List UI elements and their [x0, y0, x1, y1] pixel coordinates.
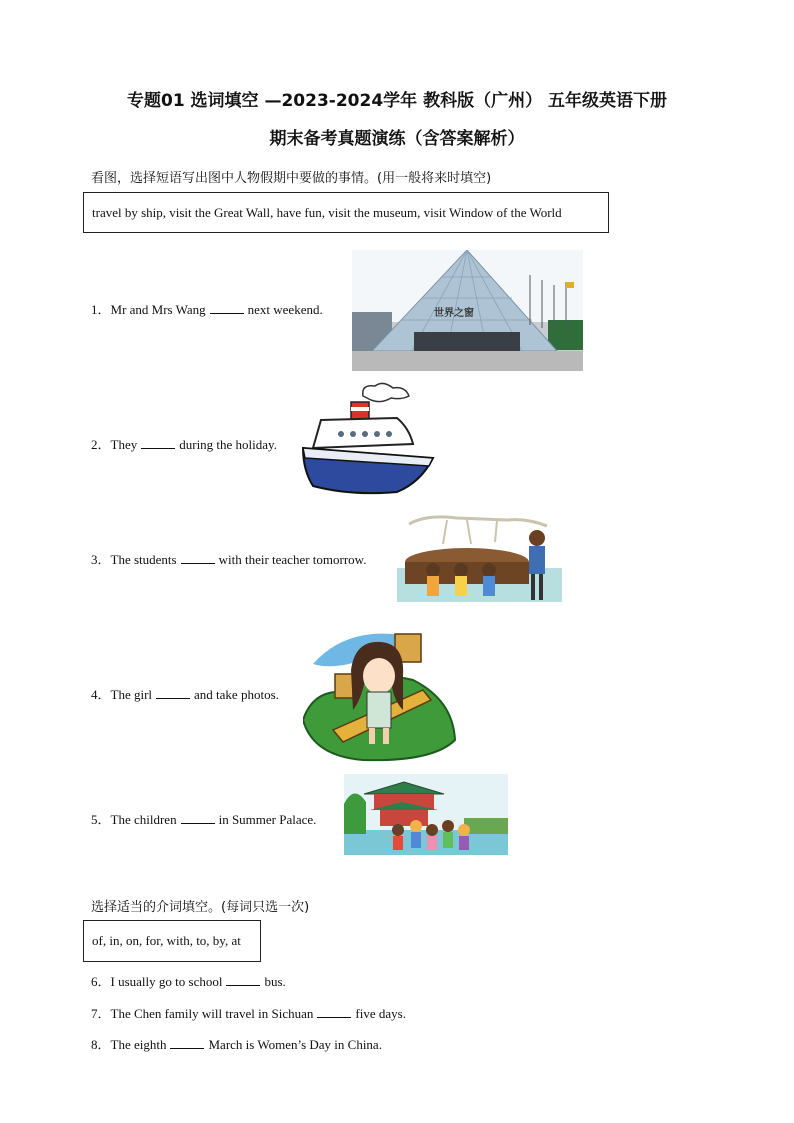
answer-blank[interactable] [181, 812, 215, 824]
document-title-line1: 专题01 选词填空 —2023-2024学年 教科版（广州） 五年级英语下册 [126, 91, 667, 111]
answer-blank[interactable] [141, 437, 175, 449]
section1-instruction: 看图，选择短语写出图中人物假期中要做的事情。(用一般将来时填空) [91, 171, 492, 186]
section1-word-bank: travel by ship, visit the Great Wall, have fun, visit the museum, visit Window of the World [83, 192, 609, 233]
window-of-the-world-pyramid-image [352, 250, 583, 371]
question-2: 2．They during the holiday. [91, 437, 277, 452]
question-6: 6．I usually go to school bus. [91, 974, 286, 989]
pyramid-sign: 世界之窗 [434, 308, 474, 319]
great-wall-girl-image [303, 630, 456, 762]
section2-instruction: 选择适当的介词填空。(每词只选一次) [91, 900, 310, 915]
section2-word-bank: of, in, on, for, with, to, by, at [83, 920, 261, 962]
answer-blank[interactable] [226, 974, 260, 986]
answer-blank[interactable] [210, 302, 244, 314]
question-5: 5．The children in Summer Palace. [91, 812, 317, 827]
question-3: 3．The students with their teacher tomorrow. [91, 552, 367, 567]
question-8: 8．The eighth March is Women’s Day in China. [91, 1037, 382, 1052]
museum-dinosaur-image [397, 512, 562, 602]
answer-blank[interactable] [156, 687, 190, 699]
question-4: 4．The girl and take photos. [91, 687, 279, 702]
summer-palace-children-image [344, 774, 508, 855]
document-title-line2: 期末备考真题演练（含答案解析） [269, 129, 525, 149]
question-7: 7．The Chen family will travel in Sichuan five days. [91, 1006, 406, 1021]
answer-blank[interactable] [317, 1006, 351, 1018]
answer-blank[interactable] [181, 552, 215, 564]
ship-image [301, 382, 435, 495]
answer-blank[interactable] [170, 1037, 204, 1049]
question-1: 1．Mr and Mrs Wang next weekend. [91, 302, 323, 317]
